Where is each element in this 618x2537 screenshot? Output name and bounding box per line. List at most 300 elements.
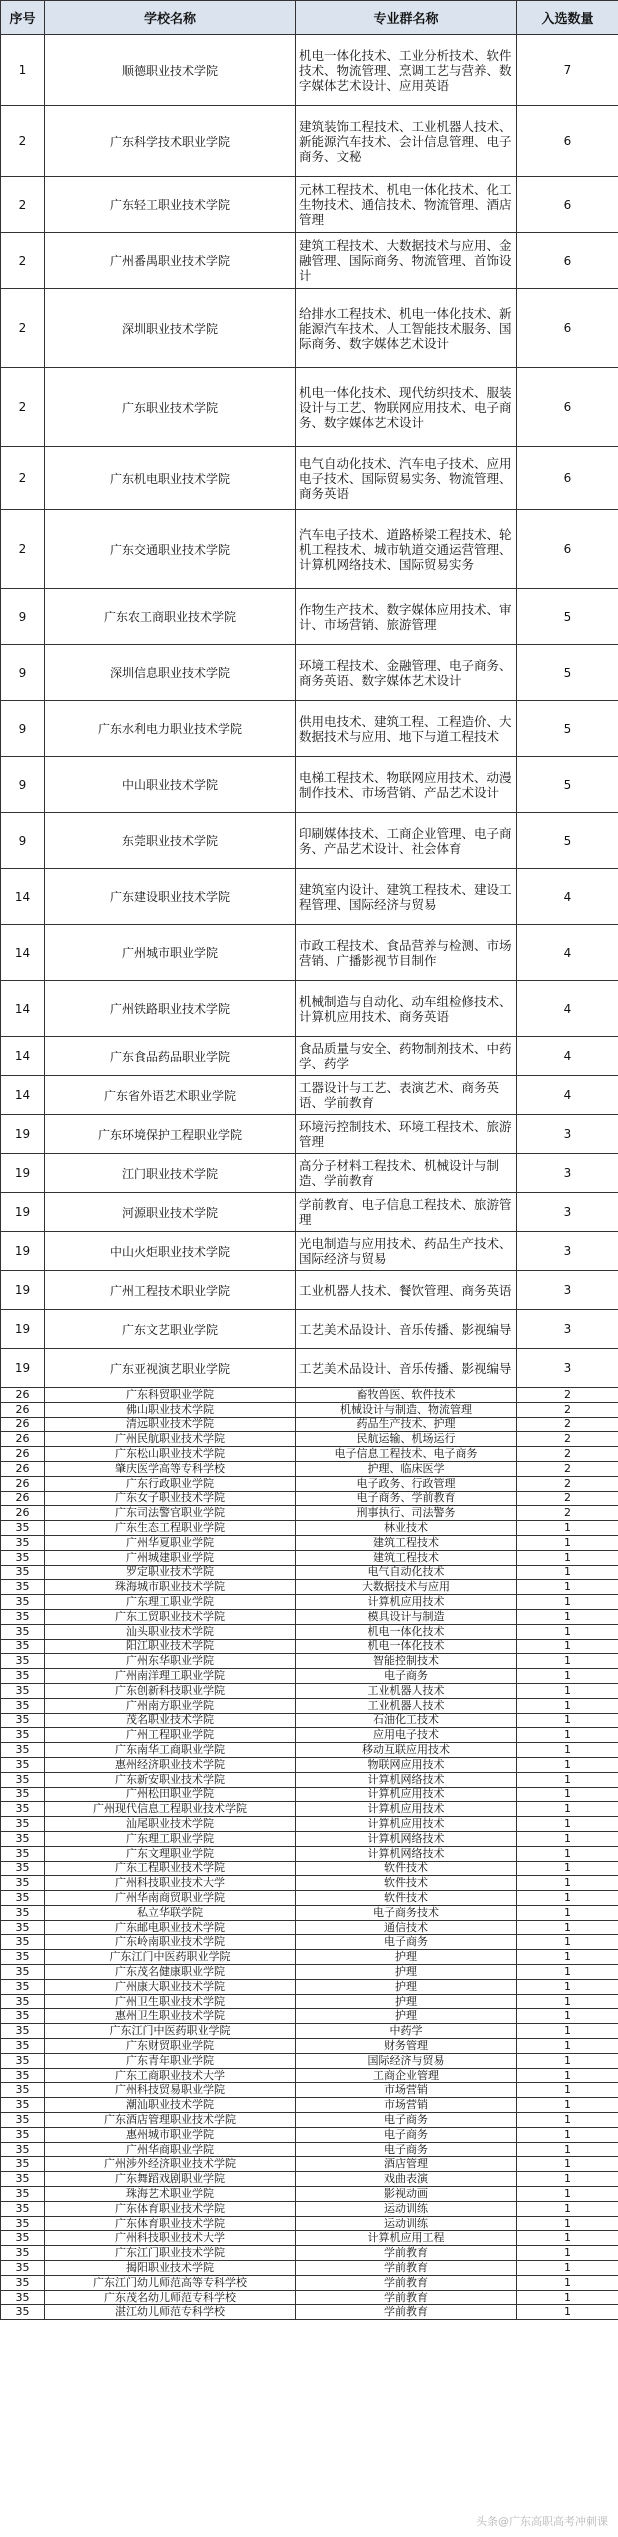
selection-count: 1 [517,2009,618,2024]
school-name: 广州华夏职业学院 [45,1535,296,1550]
row-index: 35 [1,1965,45,1980]
major-groups: 林业技术 [296,1521,517,1536]
major-groups: 计算机网络技术 [296,1772,517,1787]
table-row [1,2275,618,2290]
major-groups: 模具设计与制造 [296,1609,517,1624]
selection-count: 4 [517,925,618,981]
major-groups: 药品生产技术、护理 [296,1417,517,1432]
major-groups: 市政工程技术、食品营养与检测、市场营销、广播影视节目制作 [296,925,517,981]
selection-count: 1 [517,2246,618,2261]
major-groups: 大数据技术与应用 [296,1580,517,1595]
school-name: 罗定职业技术学院 [45,1565,296,1580]
table-row [1,2083,618,2098]
table-row [1,35,618,106]
selection-count: 5 [517,757,618,813]
major-groups: 护理、临床医学 [296,1461,517,1476]
table-row [1,1639,618,1654]
row-index: 14 [1,1076,45,1115]
school-name: 广东亚视演艺职业学院 [45,1349,296,1388]
table-row [1,2068,618,2083]
selection-count: 1 [517,2039,618,2054]
major-groups: 作物生产技术、数字媒体应用技术、审计、市场营销、旅游管理 [296,589,517,645]
school-name: 广东创新科技职业学院 [45,1683,296,1698]
major-groups: 汽车电子技术、道路桥梁工程技术、轮机工程技术、城市轨道交通运营管理、计算机网络技术、国际贸易实务 [296,510,517,589]
school-name: 清远职业技术学院 [45,1417,296,1432]
school-name: 广东理工职业学院 [45,1595,296,1610]
row-index: 2 [1,106,45,177]
table-row [1,2039,618,2054]
row-index: 35 [1,2009,45,2024]
row-index: 9 [1,645,45,701]
major-groups: 电子商务 [296,2127,517,2142]
selection-count: 6 [517,177,618,233]
selection-count: 1 [517,2275,618,2290]
major-groups: 工器设计与工艺、表演艺术、商务英语、学前教育 [296,1076,517,1115]
school-name: 惠州卫生职业技术学院 [45,2009,296,2024]
row-index: 26 [1,1447,45,1462]
table-row [1,1388,618,1403]
table-row [1,1417,618,1432]
row-index: 35 [1,1994,45,2009]
school-name: 广东江门中医药职业学院 [45,2024,296,2039]
school-name: 广州卫生职业技术学院 [45,1994,296,2009]
table-row [1,2290,618,2305]
selection-count: 1 [517,1713,618,1728]
major-groups: 环境污控制技术、环境工程技术、旅游管理 [296,1115,517,1154]
selection-count: 2 [517,1506,618,1521]
table-row [1,233,618,289]
table-row [1,2246,618,2261]
major-groups: 国际经济与贸易 [296,2053,517,2068]
major-groups: 影视动画 [296,2187,517,2202]
table-row [1,2024,618,2039]
major-groups: 应用电子技术 [296,1728,517,1743]
header-row [1,1,618,35]
school-name: 潮汕职业技术学院 [45,2098,296,2113]
selection-count: 2 [517,1461,618,1476]
selection-count: 1 [517,1802,618,1817]
table-row [1,1728,618,1743]
selection-count: 1 [517,2172,618,2187]
row-index: 35 [1,1920,45,1935]
major-groups: 护理 [296,1979,517,1994]
school-name: 阳江职业技术学院 [45,1639,296,1654]
table-row [1,1115,618,1154]
table-row [1,869,618,925]
school-name: 广东岭南职业技术学院 [45,1935,296,1950]
major-groups: 学前教育 [296,2290,517,2305]
school-name: 湛江幼儿师范专科学校 [45,2305,296,2320]
row-index: 35 [1,2231,45,2246]
selection-count: 6 [517,106,618,177]
major-groups: 电子商务 [296,1935,517,1950]
table-row [1,1402,618,1417]
row-index: 35 [1,2290,45,2305]
selection-count: 1 [517,1846,618,1861]
table-row [1,1935,618,1950]
row-index: 26 [1,1417,45,1432]
table-row [1,1232,618,1271]
major-groups: 学前教育 [296,2261,517,2276]
major-groups: 元林工程技术、机电一体化技术、化工生物技术、通信技术、物流管理、酒店管理 [296,177,517,233]
row-index: 35 [1,1521,45,1536]
selection-count: 1 [517,1698,618,1713]
table-row [1,1310,618,1349]
school-name: 广东女子职业技术学院 [45,1491,296,1506]
major-groups: 建筑工程技术、大数据技术与应用、金融管理、国际商务、物流管理、首饰设计 [296,233,517,289]
selection-count: 1 [517,1935,618,1950]
school-name: 茂名职业技术学院 [45,1713,296,1728]
row-index: 9 [1,701,45,757]
selection-count: 1 [517,2024,618,2039]
table-row [1,106,618,177]
selection-count: 1 [517,2053,618,2068]
school-name: 广东交通职业技术学院 [45,510,296,589]
selection-count: 5 [517,589,618,645]
school-name: 广东农工商职业技术学院 [45,589,296,645]
row-index: 1 [1,35,45,106]
row-index: 19 [1,1310,45,1349]
table-row [1,1994,618,2009]
school-name: 深圳职业技术学院 [45,289,296,368]
school-name: 广州康大职业技术学院 [45,1979,296,1994]
table-row [1,1076,618,1115]
table-row [1,2009,618,2024]
selection-count: 6 [517,368,618,447]
table-row [1,1743,618,1758]
school-name: 广州松田职业学院 [45,1787,296,1802]
table-row [1,2142,618,2157]
school-name: 珠海城市职业技术学院 [45,1580,296,1595]
row-index: 35 [1,1728,45,1743]
row-index: 35 [1,1772,45,1787]
table-row [1,1817,618,1832]
row-index: 35 [1,1639,45,1654]
major-groups: 机电一体化技术 [296,1639,517,1654]
selection-count: 1 [517,2216,618,2231]
major-groups: 计算机网络技术 [296,1831,517,1846]
school-name: 广州南洋理工职业学院 [45,1669,296,1684]
selection-count: 2 [517,1417,618,1432]
row-index: 26 [1,1388,45,1403]
selection-count: 1 [517,2231,618,2246]
table-row [1,1713,618,1728]
major-groups: 护理 [296,1994,517,2009]
table-row [1,1565,618,1580]
table-row [1,1876,618,1891]
school-name: 广州民航职业技术学院 [45,1432,296,1447]
header-majors: 专业群名称 [296,1,517,35]
table-row [1,1432,618,1447]
row-index: 35 [1,1743,45,1758]
row-index: 35 [1,2172,45,2187]
school-name: 广东文艺职业学院 [45,1310,296,1349]
school-name: 广东舞蹈戏剧职业学院 [45,2172,296,2187]
school-name: 广东江门中医药职业学院 [45,1950,296,1965]
row-index: 35 [1,2053,45,2068]
school-name: 肇庆医学高等专科学校 [45,1461,296,1476]
selection-count: 1 [517,1817,618,1832]
major-groups: 电子商务 [296,2113,517,2128]
selection-count: 1 [517,2113,618,2128]
row-index: 35 [1,1891,45,1906]
selection-count: 1 [517,1979,618,1994]
table-row [1,1535,618,1550]
selection-count: 1 [517,1787,618,1802]
selection-count: 1 [517,1905,618,1920]
selection-count: 1 [517,1565,618,1580]
major-groups: 计算机应用技术 [296,1787,517,1802]
school-name: 中山职业技术学院 [45,757,296,813]
major-groups: 学前教育 [296,2275,517,2290]
selection-count: 2 [517,1447,618,1462]
row-index: 35 [1,1757,45,1772]
school-name: 广东酒店管理职业技术学院 [45,2113,296,2128]
selection-count: 1 [517,1920,618,1935]
school-name: 惠州经济职业技术学院 [45,1757,296,1772]
table-row [1,1521,618,1536]
row-index: 2 [1,233,45,289]
row-index: 35 [1,1802,45,1817]
school-name: 广州工程职业学院 [45,1728,296,1743]
school-name: 广州科技职业技术大学 [45,1876,296,1891]
major-groups: 软件技术 [296,1891,517,1906]
major-groups: 机电一体化技术、工业分析技术、软件技术、物流管理、烹调工艺与营养、数字媒体艺术设计、应用英语 [296,35,517,106]
school-name: 江门职业技术学院 [45,1154,296,1193]
table-row [1,1654,618,1669]
major-groups: 市场营销 [296,2098,517,2113]
row-index: 35 [1,2039,45,2054]
major-groups: 电子商务 [296,2142,517,2157]
table-row [1,289,618,368]
row-index: 9 [1,589,45,645]
major-groups: 建筑室内设计、建筑工程技术、建设工程管理、国际经济与贸易 [296,869,517,925]
row-index: 35 [1,1654,45,1669]
selection-count: 1 [517,1950,618,1965]
row-index: 35 [1,1935,45,1950]
row-index: 35 [1,1683,45,1698]
school-name: 广州工程技术职业学院 [45,1271,296,1310]
school-name: 广东科学技术职业学院 [45,106,296,177]
major-groups: 建筑工程技术 [296,1550,517,1565]
row-index: 2 [1,368,45,447]
selection-count: 1 [517,1994,618,2009]
major-groups: 建筑装饰工程技术、工业机器人技术、新能源汽车技术、会计信息管理、电子商务、文秘 [296,106,517,177]
table-row [1,1787,618,1802]
major-groups: 计算机应用工程 [296,2231,517,2246]
major-groups: 电子商务、学前教育 [296,1491,517,1506]
row-index: 35 [1,2127,45,2142]
selection-count: 1 [517,2290,618,2305]
selection-count: 2 [517,1402,618,1417]
table-row [1,2098,618,2113]
table-row [1,1831,618,1846]
major-groups: 运动训练 [296,2216,517,2231]
major-groups: 工业机器人技术 [296,1698,517,1713]
selection-count: 1 [517,2201,618,2216]
selection-count: 1 [517,1550,618,1565]
selection-count: 1 [517,1669,618,1684]
row-index: 19 [1,1271,45,1310]
table-row [1,1683,618,1698]
school-name: 广东工商职业技术大学 [45,2068,296,2083]
header-index: 序号 [1,1,45,35]
table-row [1,1461,618,1476]
major-groups: 建筑工程技术 [296,1535,517,1550]
school-name: 广州铁路职业技术学院 [45,981,296,1037]
selection-count: 4 [517,1037,618,1076]
table-row [1,447,618,510]
row-index: 26 [1,1461,45,1476]
row-index: 2 [1,510,45,589]
major-groups: 环境工程技术、金融管理、电子商务、商务英语、数字媒体艺术设计 [296,645,517,701]
school-name: 中山火炬职业技术学院 [45,1232,296,1271]
major-groups: 软件技术 [296,1861,517,1876]
table-row [1,1609,618,1624]
selection-count: 1 [517,1639,618,1654]
selection-count: 2 [517,1491,618,1506]
row-index: 26 [1,1476,45,1491]
major-groups: 软件技术 [296,1876,517,1891]
major-groups: 电子商务技术 [296,1905,517,1920]
row-index: 14 [1,981,45,1037]
table-row [1,1447,618,1462]
selection-count: 3 [517,1271,618,1310]
row-index: 26 [1,1402,45,1417]
row-index: 35 [1,1565,45,1580]
table-row [1,589,618,645]
row-index: 35 [1,1698,45,1713]
table-row [1,2187,618,2202]
school-name: 广州华南商贸职业学院 [45,1891,296,1906]
table-row [1,2305,618,2320]
selection-count: 1 [517,2142,618,2157]
selection-count: 6 [517,510,618,589]
row-index: 35 [1,1876,45,1891]
selection-count: 1 [517,1521,618,1536]
row-index: 35 [1,1550,45,1565]
row-index: 2 [1,177,45,233]
table-row [1,2231,618,2246]
selection-count: 1 [517,1876,618,1891]
major-groups: 智能控制技术 [296,1654,517,1669]
row-index: 26 [1,1491,45,1506]
selection-count: 1 [517,1580,618,1595]
school-name: 广东食品药品职业学院 [45,1037,296,1076]
row-index: 35 [1,1535,45,1550]
selection-count: 1 [517,1831,618,1846]
table-row [1,510,618,589]
table-row [1,1698,618,1713]
table-row [1,1757,618,1772]
selection-count: 1 [517,1728,618,1743]
major-groups: 电梯工程技术、物联网应用技术、动漫制作技术、市场营销、产品艺术设计 [296,757,517,813]
major-groups: 工商企业管理 [296,2068,517,2083]
row-index: 19 [1,1349,45,1388]
major-groups: 供用电技术、建筑工程、工程造价、大数据技术与应用、地下与道工程技术 [296,701,517,757]
table-row [1,1037,618,1076]
major-groups: 机械制造与自动化、动车组检修技术、计算机应用技术、商务英语 [296,981,517,1037]
selection-count: 3 [517,1115,618,1154]
major-groups: 工业机器人技术 [296,1683,517,1698]
row-index: 19 [1,1154,45,1193]
selection-count: 1 [517,1624,618,1639]
school-name: 广东邮电职业技术学院 [45,1920,296,1935]
major-groups: 计算机网络技术 [296,1846,517,1861]
row-index: 35 [1,2098,45,2113]
major-groups: 电子政务、行政管理 [296,1476,517,1491]
row-index: 35 [1,1950,45,1965]
school-name: 广东江门幼儿师范高等专科学校 [45,2275,296,2290]
major-groups: 运动训练 [296,2201,517,2216]
school-name: 广东省外语艺术职业学院 [45,1076,296,1115]
selection-count: 6 [517,447,618,510]
header-count: 入选数量 [517,1,618,35]
row-index: 26 [1,1432,45,1447]
table-row [1,177,618,233]
selection-count: 7 [517,35,618,106]
selection-count: 1 [517,2157,618,2172]
row-index: 35 [1,2261,45,2276]
row-index: 35 [1,2201,45,2216]
table-row [1,1506,618,1521]
school-name: 广东建设职业技术学院 [45,869,296,925]
school-name: 广州城市职业学院 [45,925,296,981]
selection-count: 1 [517,1772,618,1787]
selection-count: 3 [517,1193,618,1232]
selection-count: 2 [517,1388,618,1403]
table-row [1,1476,618,1491]
table-row [1,2172,618,2187]
major-groups: 物联网应用技术 [296,1757,517,1772]
school-name: 佛山职业技术学院 [45,1402,296,1417]
table-row [1,645,618,701]
school-name: 广东青年职业学院 [45,2053,296,2068]
selection-count: 3 [517,1310,618,1349]
school-name: 广东工程职业技术学院 [45,1861,296,1876]
selection-count: 1 [517,1654,618,1669]
table-row [1,1669,618,1684]
school-name: 广东轻工职业技术学院 [45,177,296,233]
row-index: 14 [1,869,45,925]
school-name: 广东南华工商职业学院 [45,1743,296,1758]
table-row [1,2157,618,2172]
selection-count: 1 [517,1891,618,1906]
selection-count: 1 [517,2187,618,2202]
school-name: 广东体育职业技术学院 [45,2216,296,2231]
school-name: 东莞职业技术学院 [45,813,296,869]
row-index: 35 [1,1979,45,1994]
school-name: 广东科贸职业学院 [45,1388,296,1403]
school-name: 广东体育职业技术学院 [45,2201,296,2216]
table-row [1,2201,618,2216]
selection-count: 4 [517,981,618,1037]
row-index: 35 [1,2142,45,2157]
school-name: 广东行政职业学院 [45,1476,296,1491]
row-index: 9 [1,757,45,813]
row-index: 2 [1,447,45,510]
table-row [1,2261,618,2276]
selection-count: 1 [517,1861,618,1876]
table-row [1,1891,618,1906]
school-name: 广东机电职业技术学院 [45,447,296,510]
table-row [1,1846,618,1861]
selection-count: 1 [517,1965,618,1980]
selection-count: 1 [517,1595,618,1610]
school-name: 广州城建职业学院 [45,1550,296,1565]
major-groups: 工艺美术品设计、音乐传播、影视编导 [296,1349,517,1388]
row-index: 14 [1,925,45,981]
